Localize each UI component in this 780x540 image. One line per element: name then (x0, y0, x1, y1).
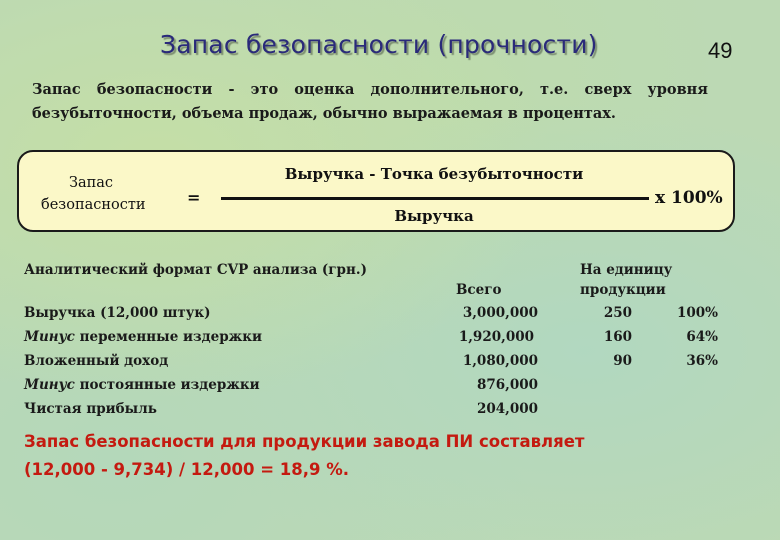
table-row-label (24, 305, 211, 321)
row-label-text: Выручка (12,000 штук) (24, 305, 211, 321)
fraction-bar (221, 197, 649, 200)
table-row-label (24, 353, 168, 369)
page-title: Запас безопасности (прочности) (160, 30, 598, 59)
formula-lhs-line1: Запас (68, 175, 114, 191)
row-unit: 250 (603, 305, 632, 321)
row-unit: 90 (613, 353, 632, 369)
conclusion-line1: Запас безопасности для продукции завода ПИ составляет (24, 432, 585, 451)
column-header-total: Всего (456, 282, 502, 298)
row-label-text: Чистая прибыль (24, 401, 157, 417)
formula-lhs-line2: безопасности (41, 197, 146, 213)
row-total: 3,000,000 (462, 305, 538, 321)
row-prefix: Минус (24, 329, 75, 345)
formula-box (17, 150, 735, 232)
table-row-label (24, 401, 157, 417)
row-total: 876,000 (476, 377, 538, 393)
row-prefix: Минус (24, 377, 75, 393)
row-percent: 64% (686, 329, 718, 345)
intro-paragraph: Запас безопасности - это оценка дополнительного, т.е. сверх уровня безубыточности, объема продаж, обычно выражаемая в процентах. (32, 81, 708, 122)
row-label-text: Вложенный доход (24, 353, 169, 369)
formula-numerator: Выручка - Точка безубыточности (284, 165, 584, 183)
row-unit: 160 (603, 329, 632, 345)
row-total: 204,000 (476, 401, 538, 417)
formula-equals: = (187, 188, 201, 207)
table-row-label (24, 377, 260, 393)
row-label-text: постоянные издержки (74, 377, 260, 393)
table-heading: Аналитический формат CVP анализа (грн.) (24, 262, 367, 278)
row-percent: 36% (686, 353, 718, 369)
row-total: 1,920,000 (458, 329, 534, 345)
column-header-unit-line1: На единицу (580, 262, 673, 278)
column-header-unit-line2: продукции (580, 282, 666, 298)
row-total: 1,080,000 (462, 353, 538, 369)
row-percent: 100% (676, 305, 718, 321)
conclusion-text (24, 428, 744, 484)
page-number: 49 (708, 38, 733, 63)
formula-multiplier: x 100% (655, 188, 723, 208)
table-row-label (24, 329, 262, 345)
formula-lhs (41, 172, 146, 216)
formula-denominator: Выручка (394, 207, 474, 225)
conclusion-line2: (12,000 - 9,734) / 12,000 = 18,9 %. (24, 460, 350, 479)
row-label-text: переменные издержки (74, 329, 263, 345)
